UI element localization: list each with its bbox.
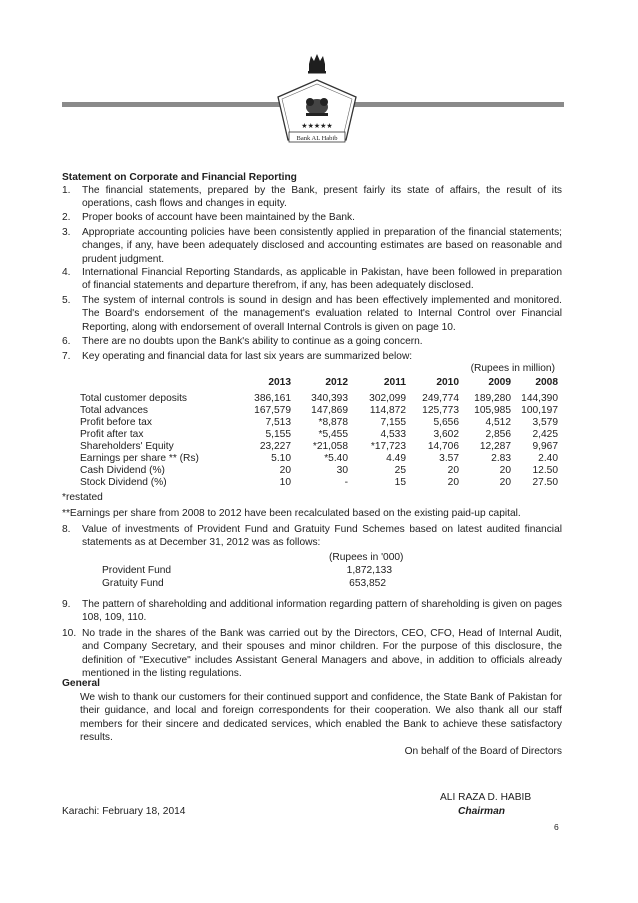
row-value: 144,390 xyxy=(521,393,558,404)
item-text: The financial statements, prepared by the Bank, present fairly its state of affairs, the result of its operations, cash flows and changes in equity. xyxy=(82,185,562,210)
row-value: 20 xyxy=(499,477,511,488)
signatory-name: ALI RAZA D. HABIB xyxy=(440,792,532,803)
row-value: 4,512 xyxy=(485,417,511,428)
row-value: 2.83 xyxy=(491,453,511,464)
row-value: 4,533 xyxy=(380,429,406,440)
row-value: 189,280 xyxy=(474,393,511,404)
row-value: 249,774 xyxy=(422,393,459,404)
row-value: 4.49 xyxy=(386,453,406,464)
row-value: 167,579 xyxy=(254,405,291,416)
row-value: 20 xyxy=(447,477,459,488)
row-value: 302,099 xyxy=(369,393,406,404)
row-label: Total customer deposits xyxy=(80,393,188,404)
row-value: 7,513 xyxy=(265,417,291,428)
item-number: 4. xyxy=(62,267,71,278)
logo-caption: Bank AL Habib xyxy=(296,135,338,142)
row-label: Shareholders' Equity xyxy=(80,441,174,452)
row-value: 5,656 xyxy=(433,417,459,428)
crown-icon xyxy=(308,54,326,74)
general-text: We wish to thank our customers for their continued support and confidence, the State Bank of Pakistan for their guidance, and local and foreign correspondents for their cooperation. We also thank all our staff members for their sincere and dedicated services, which enabled the Bank to achieve these satisfactory results. xyxy=(80,692,562,744)
fund-label: Gratuity Fund xyxy=(102,578,164,589)
row-value: 14,706 xyxy=(427,441,459,452)
row-value: *8,878 xyxy=(318,417,348,428)
row-value: 15 xyxy=(394,477,406,488)
fund-value: 1,872,133 xyxy=(346,565,392,576)
page-heading: Statement on Corporate and Financial Reporting xyxy=(62,172,297,183)
bank-logo xyxy=(268,52,366,156)
eps-note: **Earnings per share from 2008 to 2012 have been recalculated based on the existing paid-up capital. xyxy=(62,508,521,519)
item-text: Key operating and financial data for last six years are summarized below: xyxy=(82,351,413,362)
row-value: 23,227 xyxy=(259,441,291,452)
row-value: 30 xyxy=(336,465,348,476)
item-number: 3. xyxy=(62,227,71,238)
row-label: Profit after tax xyxy=(80,429,144,440)
page-number: 6 xyxy=(554,822,559,832)
row-label: Earnings per share ** (Rs) xyxy=(80,453,199,464)
year-header: 2012 xyxy=(325,377,348,388)
item-number: 6. xyxy=(62,336,71,347)
row-value: 125,773 xyxy=(422,405,459,416)
item-number: 5. xyxy=(62,295,71,306)
item-number: 7. xyxy=(62,351,71,362)
key-data-unit: (Rupees in million) xyxy=(470,363,555,374)
row-value: 2,856 xyxy=(485,429,511,440)
row-value: 12,287 xyxy=(479,441,511,452)
row-label: Cash Dividend (%) xyxy=(80,465,165,476)
item-text: International Financial Reporting Standards, as applicable in Pakistan, have been followed in preparation of financial statements and departure therefrom, if any, has been adequately disclosed. xyxy=(82,267,562,292)
row-value: 25 xyxy=(394,465,406,476)
item-text: Proper books of account have been maintained by the Bank. xyxy=(82,212,355,223)
year-header: 2010 xyxy=(436,377,459,388)
year-header: 2008 xyxy=(535,377,558,388)
row-value: 20 xyxy=(279,465,291,476)
row-value: 386,161 xyxy=(254,393,291,404)
item-text: There are no doubts upon the Bank's ability to continue as a going concern. xyxy=(82,336,423,347)
row-value: *5,455 xyxy=(318,429,348,440)
row-value: 20 xyxy=(447,465,459,476)
item-number: 8. xyxy=(62,524,71,535)
row-value: 147,869 xyxy=(311,405,348,416)
row-value: 5,155 xyxy=(265,429,291,440)
fund-unit: (Rupees in '000) xyxy=(329,552,404,563)
item-number: 9. xyxy=(62,599,71,610)
row-label: Total advances xyxy=(80,405,148,416)
year-header: 2013 xyxy=(268,377,291,388)
item-text: The system of internal controls is sound in design and has been effectively implemented and monitored. The Board's endorsement of the management's evaluation related to Internal Control over Financial Reporting, along with endorsement of overall Internal Controls is given on page 10. xyxy=(82,295,562,333)
row-value: *5.40 xyxy=(324,453,348,464)
row-value: 2.40 xyxy=(538,453,558,464)
place-date: Karachi: February 18, 2014 xyxy=(62,806,186,817)
row-value: 5.10 xyxy=(271,453,291,464)
item-text: Value of investments of Provident Fund and Gratuity Fund Schemes based on latest audited financial statements as at December 31, 2012 was as follows: xyxy=(82,524,562,549)
item-number: 1. xyxy=(62,185,71,196)
logo-stars: ★★★★★ xyxy=(301,122,333,130)
row-value: *17,723 xyxy=(370,441,406,452)
row-value: 105,985 xyxy=(474,405,511,416)
row-value: *21,058 xyxy=(312,441,348,452)
row-value: 100,197 xyxy=(521,405,558,416)
row-value: 12.50 xyxy=(532,465,558,476)
signatory-title: Chairman xyxy=(458,806,505,817)
year-header: 2009 xyxy=(488,377,511,388)
row-value: 114,872 xyxy=(369,405,406,416)
item-text: No trade in the shares of the Bank was carried out by the Directors, CEO, CFO, Head of Internal Audit, and Company Secretary, and their spouses and minor children. For the purpose of this disclosure, the definition of "Executive" includes Assistant General Managers and above, in addition to officials already mentioned in the listing regulations. xyxy=(82,628,562,680)
item-text: The pattern of shareholding and additional information regarding pattern of shareholding is given on pages 108, 109, 110. xyxy=(82,599,562,624)
row-value: 3,602 xyxy=(433,429,459,440)
row-value: 3.57 xyxy=(439,453,459,464)
fund-value: 653,852 xyxy=(349,578,386,589)
fund-label: Provident Fund xyxy=(102,565,172,576)
item-text: Appropriate accounting policies have been consistently applied in preparation of the financial statements; changes, if any, have been adequately disclosed and accounting estimates are based on reasonable and prudent judgment. xyxy=(82,227,562,265)
restated-note: *restated xyxy=(62,492,103,503)
header-bar-left xyxy=(62,102,280,107)
row-label: Stock Dividend (%) xyxy=(80,477,167,488)
lion-emblem-icon xyxy=(306,98,328,116)
item-number: 2. xyxy=(62,212,71,223)
behalf-line: On behalf of the Board of Directors xyxy=(404,746,562,757)
year-header: 2011 xyxy=(383,377,406,388)
row-value: 20 xyxy=(499,465,511,476)
row-value: 3,579 xyxy=(532,417,558,428)
item-number: 10. xyxy=(62,628,77,639)
general-heading: General xyxy=(62,678,100,689)
row-value: 7,155 xyxy=(380,417,406,428)
row-label: Profit before tax xyxy=(80,417,152,428)
row-value: 340,393 xyxy=(311,393,348,404)
row-value: 10 xyxy=(279,477,291,488)
row-value: - xyxy=(344,477,348,488)
row-value: 27.50 xyxy=(532,477,558,488)
row-value: 2,425 xyxy=(532,429,558,440)
row-value: 9,967 xyxy=(532,441,558,452)
header-bar-right xyxy=(352,102,564,107)
